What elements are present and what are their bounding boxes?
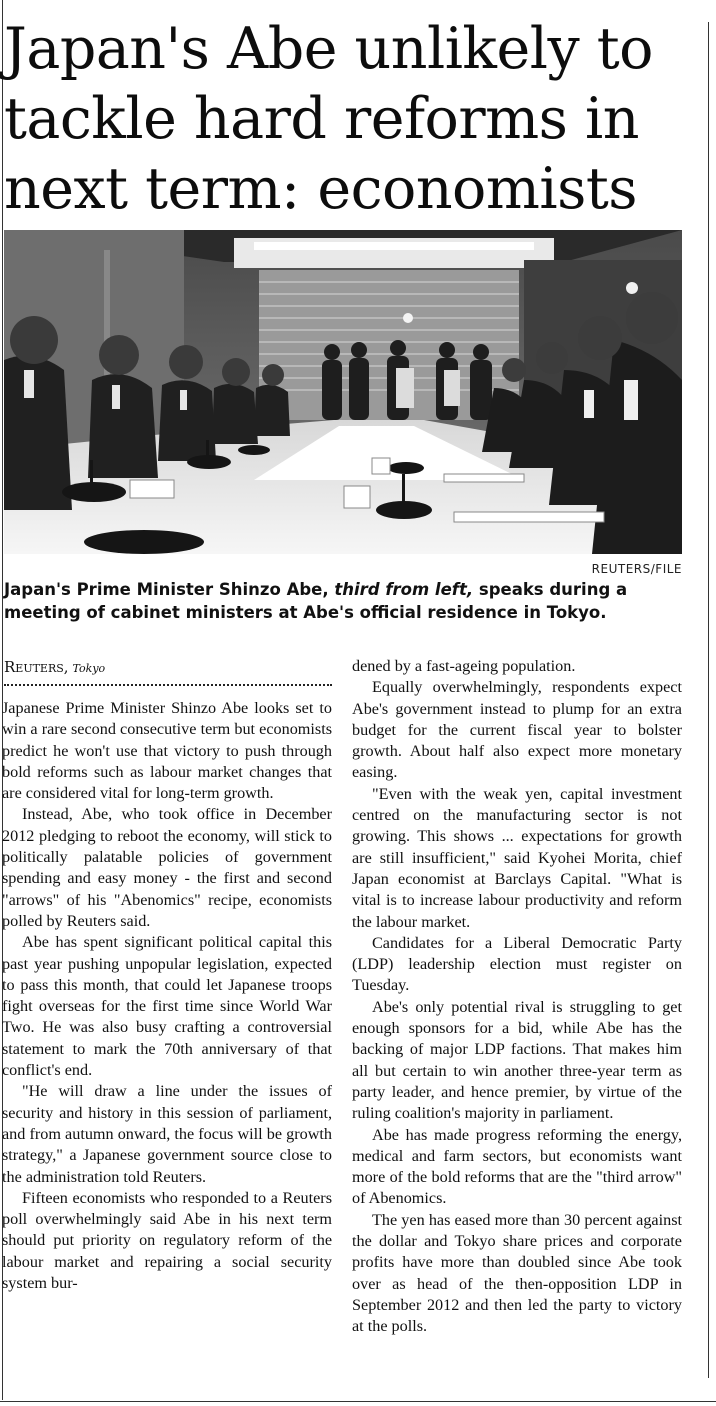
paragraph: Instead, Abe, who took office in December 2012 pledging to reboot the economy, will stick to politically palatable policies of government spending and easy money - the first and second "arrows" of his "Abenomics" recipe, economists polled by Reuters said. — [2, 805, 332, 930]
caption-text-start: Japan's Prime Minister Shinzo Abe, — [4, 580, 335, 599]
caption-emphasis: third from left, — [334, 580, 474, 599]
paragraph: Abe has made progress reforming the energy, medical and farm sectors, but economists want more of the bold reforms that are the "third arrow" of Abenomics. — [352, 1125, 682, 1208]
paragraph: Fifteen economists who responded to a Reuters poll overwhelmingly said Abe in his next term should put priority on regulatory reform of the labour market and repairing a social security system bur- — [2, 1188, 332, 1293]
paragraph: The yen has eased more than 30 percent against the dollar and Tokyo share prices and corporate profits have more than doubled since Abe took over as head of the then-opposition LDP in September 2012 and then led the party to victory at the polls. — [352, 1210, 682, 1336]
paragraph: Equally overwhelmingly, respondents expect Abe's government instead to plump for an extra budget for the current fiscal year to bolster growth. About half also expect more monetary easing. — [352, 678, 682, 782]
paragraph: Abe's only potential rival is struggling to get enough sponsors for a bid, while Abe has the backing of major LDP factions. That makes him all but certain to win another three-year term as party leader, and hence premier, by virtue of the ruling coalition's majority in parliament. — [352, 997, 682, 1123]
page-right-rule — [708, 22, 709, 1378]
dotted-divider — [4, 684, 332, 686]
headline: Japan's Abe unlikely to tackle hard reforms in next term: economists — [4, 16, 653, 222]
paragraph: "Even with the weak yen, capital investment centred on the manufacturing sector is not growing. This shows ... expectations for growth are still insufficient," said Kyohei Morita, chief Japan economist at Barclays Capital. "What is vital is to increase labour productivity and reform the labour market. — [352, 784, 682, 931]
page-bottom-rule — [0, 1401, 716, 1402]
byline — [4, 658, 105, 676]
paragraph: Japanese Prime Minister Shinzo Abe looks set to win a rare second consecutive term but economists predict he won't use that victory to push through bold reforms such as labour market changes that are considered vital for long-term growth. — [2, 699, 332, 803]
article-column-2 — [352, 656, 682, 1338]
photo-credit: REUTERS/FILE — [591, 562, 682, 576]
photo-caption — [4, 578, 664, 624]
paragraph: dened by a fast-ageing population. — [352, 657, 576, 675]
news-photo-cabinet-meeting — [4, 230, 682, 554]
caption-text-end: speaks during a meeting of cabinet ministers at Abe's official residence in Tokyo. — [4, 580, 628, 622]
byline-location: Tokyo — [72, 662, 106, 675]
byline-agency: Reuters, — [4, 658, 69, 676]
paragraph: Abe has spent significant political capital this past year pushing unpopular legislation, expected to pass this month, that could let Japanese troops fight overseas for the first time since World War Two. He was also busy crafting a controversial statement to mark the 70th anniversary of that conflict's end. — [2, 933, 332, 1080]
article-column-1 — [2, 698, 332, 1294]
paragraph: "He will draw a line under the issues of security and history in this session of parliament, and from autumn onward, the focus will be growth strategy," a Japanese government source close to the administration told Reuters. — [2, 1082, 332, 1186]
paragraph: Candidates for a Liberal Democratic Party (LDP) leadership election must register on Tuesday. — [352, 933, 682, 995]
